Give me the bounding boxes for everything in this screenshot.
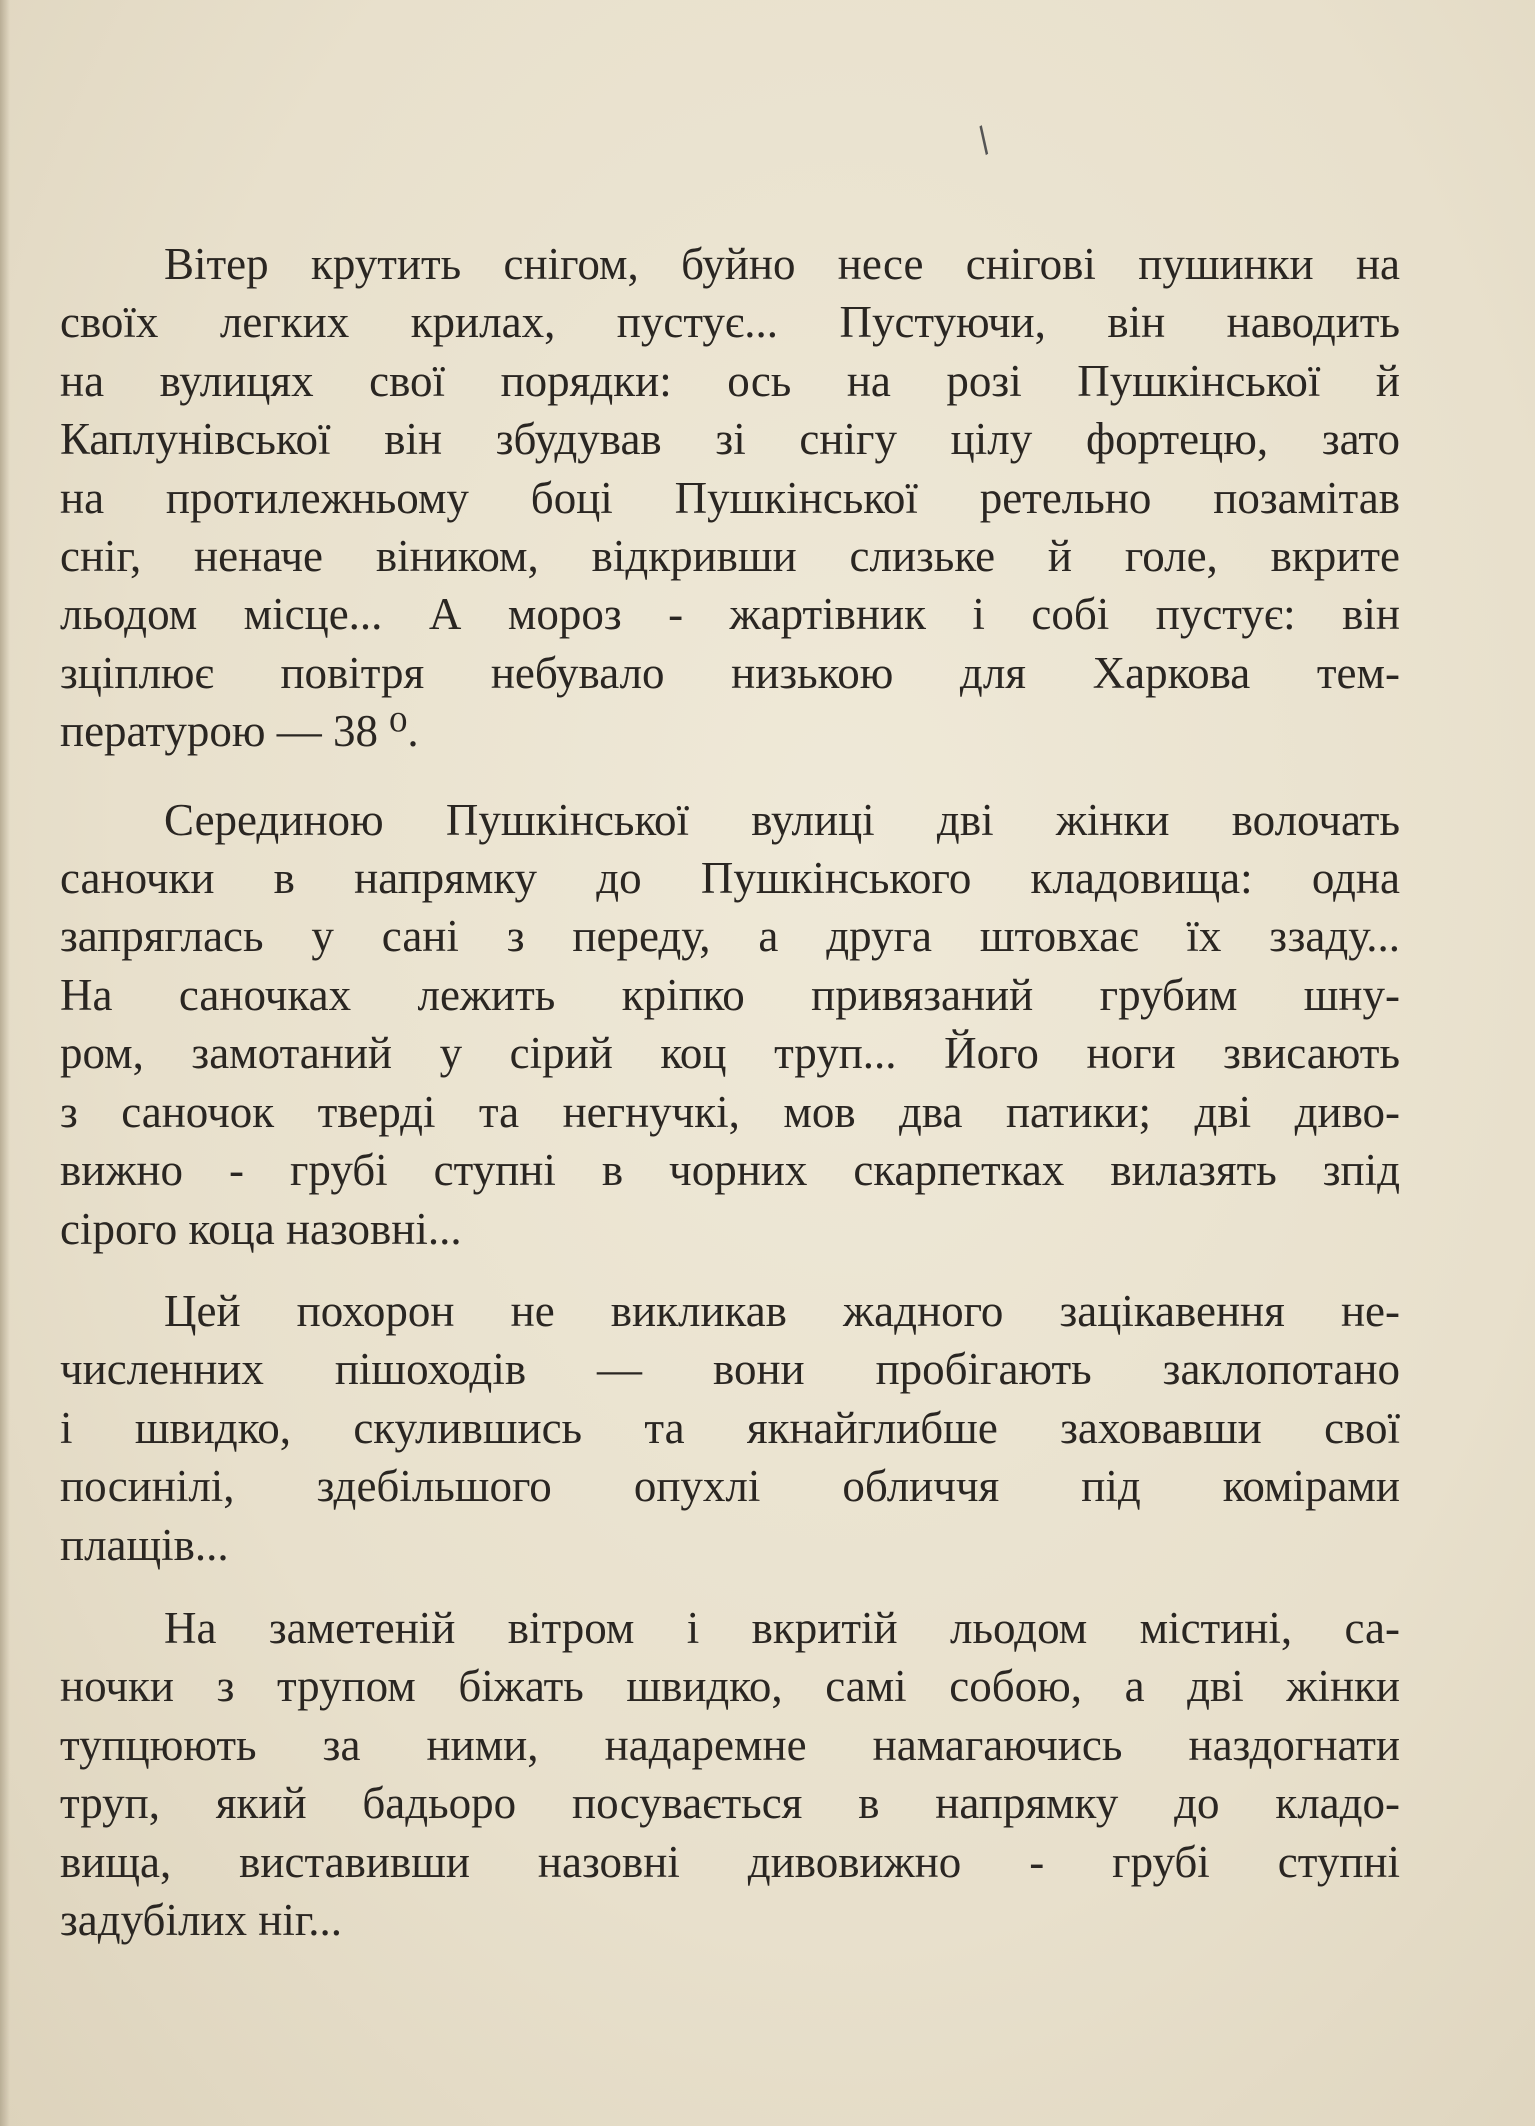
text-line: На саночках лежить кріпко привязаний грубим шну- xyxy=(60,969,1400,1020)
text-line: з саночок тверді та негнучкі, мов два патики; дві диво- xyxy=(60,1086,1400,1137)
paragraph-1 xyxy=(60,235,1400,761)
text-line: ром, замотаний у сірий коц труп... Його ноги звисають xyxy=(60,1028,1400,1079)
text-line: сірого коца назовні... xyxy=(60,1203,462,1254)
text-line: Цей похорон не викликав жадного зацікавення не- xyxy=(164,1285,1400,1336)
text-line: вижно - грубі ступні в чорних скарпетках вилазять зпід xyxy=(60,1145,1400,1196)
text-line: сніг, неначе віником, відкривши слизьке й голе, вкрите xyxy=(60,531,1400,582)
text-line: зціплює повітря небувало низькою для Харкова тем- xyxy=(60,647,1400,698)
text-line: численних пішоходів — вони пробігають заклопотано xyxy=(60,1344,1400,1395)
text-line: льодом місце... А мороз - жартівник і собі пустує: він xyxy=(60,589,1400,640)
page-edge-shadow xyxy=(0,0,10,2126)
text-line: на протилежньому боці Пушкінської ретельно позамітав xyxy=(60,472,1400,523)
paragraph-3 xyxy=(60,1282,1400,1574)
text-line: своїх легких крилах, пустує... Пустуючи, він наводить xyxy=(60,297,1400,348)
text-line: плащів... xyxy=(60,1519,229,1570)
text-line: Вітер крутить снігом, буйно несе снігові пушинки на xyxy=(164,239,1400,289)
text-line: тупцюють за ними, надаремне намагаючись наздогнати xyxy=(60,1719,1400,1770)
text-line: запряглась у сані з переду, а друга штовхає їх ззаду... xyxy=(60,911,1400,962)
text-line: і швидко, скулившись та якнайглибше заховавши свої xyxy=(60,1402,1400,1453)
text-line: на вулицях свої порядки: ось на розі Пушкінської й xyxy=(60,355,1400,406)
paragraph-2 xyxy=(60,791,1400,1258)
text-line: труп, який бадьоро посувається в напрямку до кладо- xyxy=(60,1778,1400,1829)
corner-pencil-mark: / xyxy=(968,119,999,161)
text-line: посинілі, здебільшого опухлі обличчя під комірами xyxy=(60,1461,1400,1512)
text-line: задубілих ніг... xyxy=(60,1894,342,1945)
paragraph-4 xyxy=(60,1599,1400,1949)
text-line: саночки в напрямку до Пушкінського кладовища: одна xyxy=(60,853,1400,904)
text-line: Каплунівської він збудував зі снігу цілу фортецю, зато xyxy=(60,414,1400,465)
text-line: На заметеній вітром і вкритій льодом містині, са- xyxy=(164,1602,1400,1653)
body-text xyxy=(60,235,1400,1949)
text-line: Серединою Пушкінської вулиці дві жінки волочать xyxy=(164,794,1400,845)
text-line: ночки з трупом біжать швидко, самі собою, а дві жінки xyxy=(60,1661,1400,1712)
text-line: пературою — 38 ⁰. xyxy=(60,706,419,757)
text-line: вища, виставивши назовні дивовижно - грубі ступні xyxy=(60,1836,1400,1887)
